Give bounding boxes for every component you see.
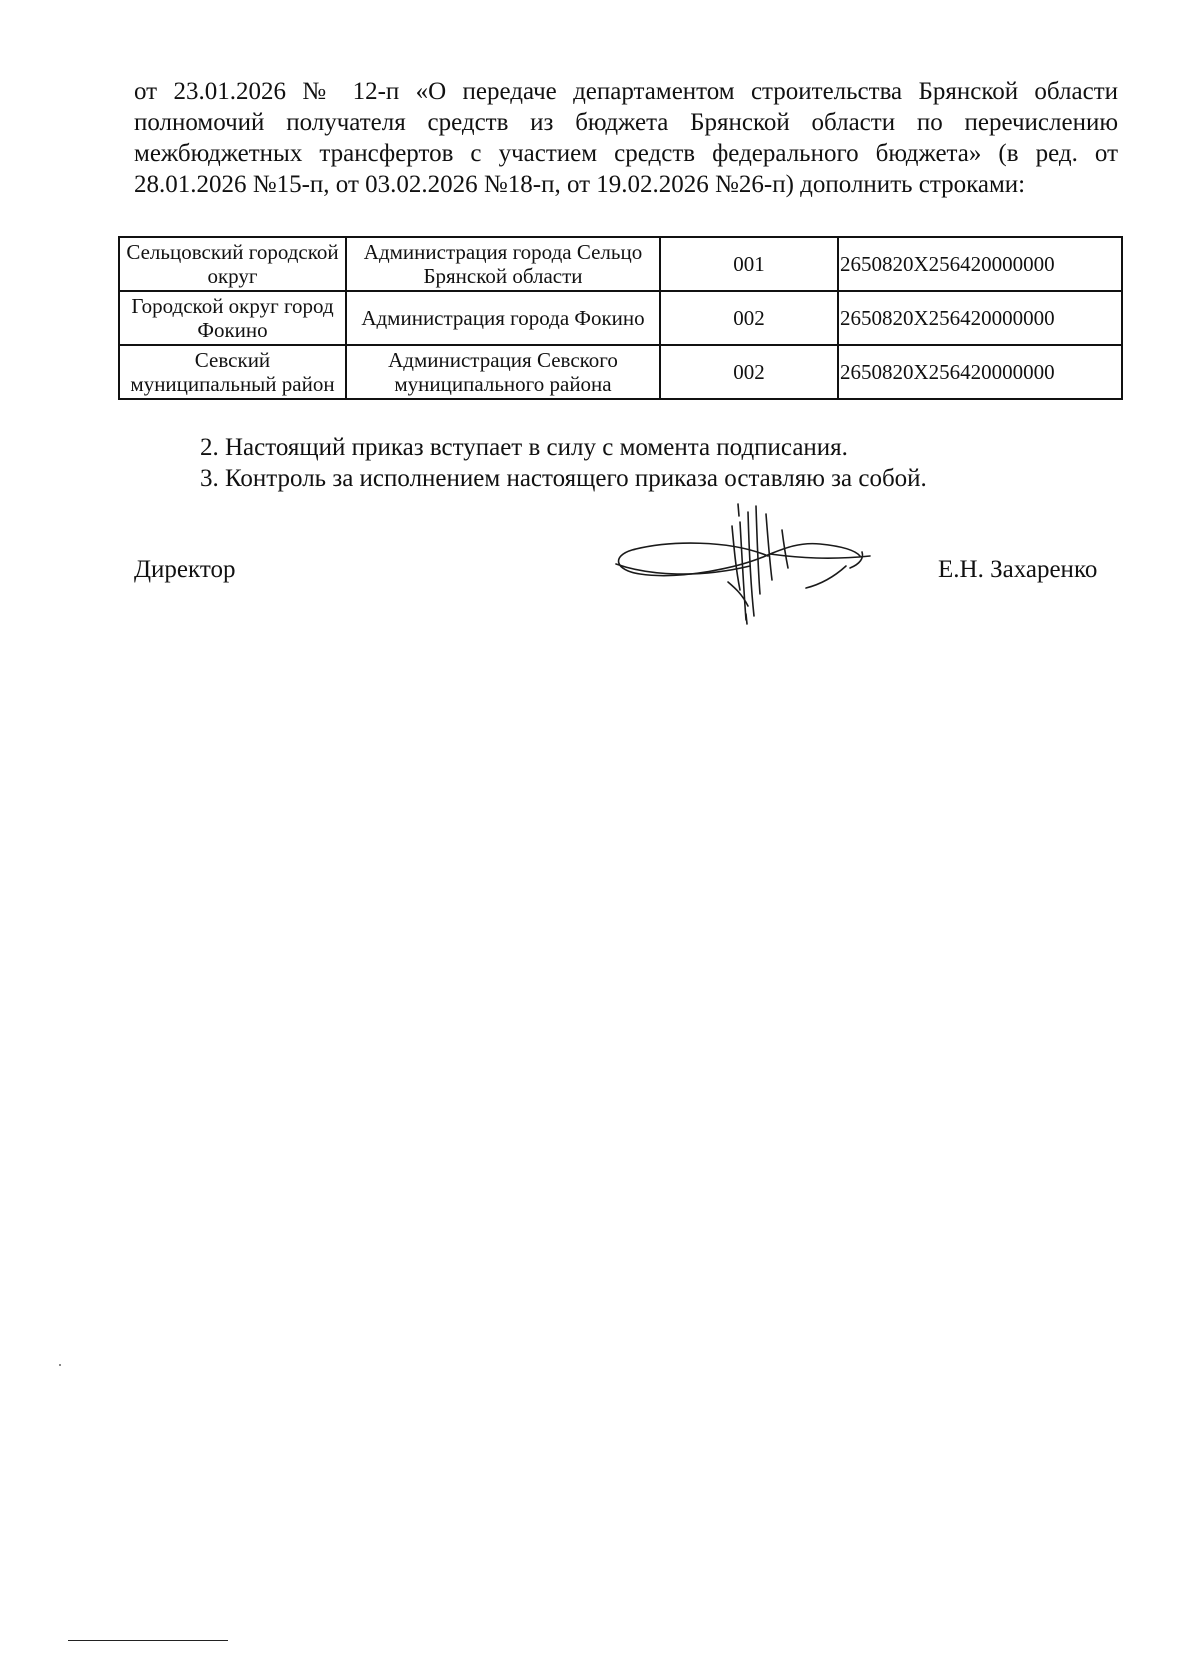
municipality-cell: Городской округ город Фокино: [119, 291, 346, 345]
municipality-cell: Сельцовский городской округ: [119, 237, 346, 291]
table-row: [119, 291, 1122, 345]
paragraph-3: 3. Контроль за исполнением настоящего приказа оставляю за собой.: [200, 465, 927, 492]
code-cell: 001: [660, 237, 838, 291]
paragraph-2: 2. Настоящий приказ вступает в силу с момента подписания.: [200, 434, 848, 461]
municipality-cell: Севский муниципальный район: [119, 345, 346, 399]
administration-cell: Администрация Севского муниципального района: [346, 345, 660, 399]
table-row: [119, 237, 1122, 291]
administration-cell: Администрация города Фокино: [346, 291, 660, 345]
footnote-rule: [68, 1640, 228, 1641]
kbk-cell: 2650820X256420000000: [838, 291, 1122, 345]
signatory-name: Е.Н. Захаренко: [938, 556, 1098, 583]
code-cell: 002: [660, 345, 838, 399]
scan-speck: [59, 1364, 61, 1366]
intro-paragraph: от 23.01.2026 № 12-п «О передаче департаментом строительства Брянской области полномочий получателя средств из бюджета Брянской области по перечислению межбюджетных трансфертов с участием средств федерального бюджета» (в ред. от 28.01.2026 №15-п, от 03.02.2026 №18-п, от 19.02.2026 №26-п) дополнить строками:: [134, 78, 1118, 198]
code-cell: 002: [660, 291, 838, 345]
kbk-cell: 2650820X256420000000: [838, 237, 1122, 291]
signatory-role: Директор: [134, 556, 236, 583]
handwritten-signature: [610, 498, 890, 628]
amendment-table: [118, 236, 1123, 400]
administration-cell: Администрация города Сельцо Брянской области: [346, 237, 660, 291]
table-row: [119, 345, 1122, 399]
kbk-cell: 2650820X256420000000: [838, 345, 1122, 399]
